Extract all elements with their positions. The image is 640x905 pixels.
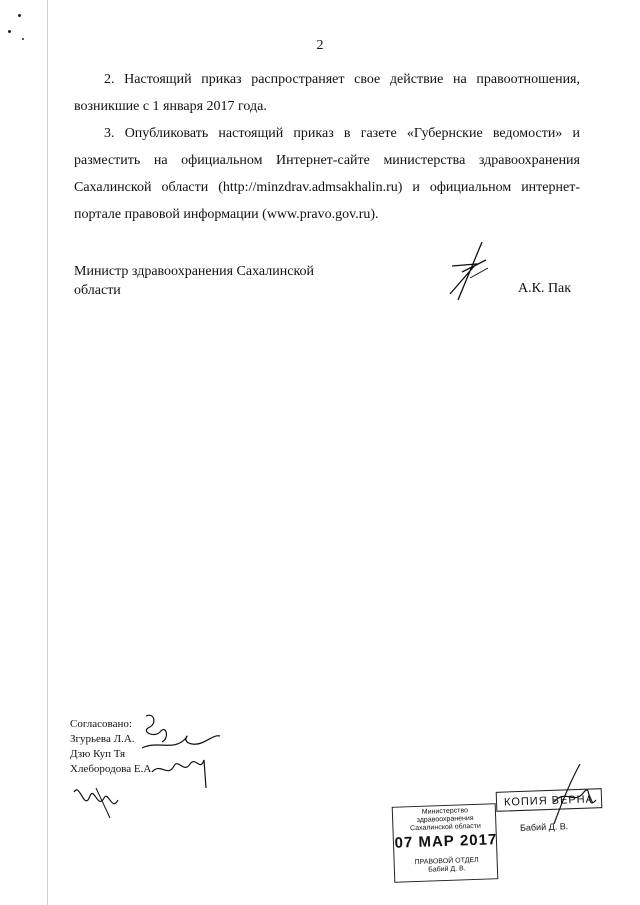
stamp-date: 07 МАР 2017 xyxy=(394,831,498,852)
approval-signatures xyxy=(140,712,230,792)
approver-name: Згурьева Л.А. xyxy=(70,733,135,745)
stamp-dept xyxy=(395,856,499,876)
stamp-dept-line: Бабий Д. В. xyxy=(428,865,466,874)
scan-speck xyxy=(8,30,11,33)
copy-certified-stamp: КОПИЯ ВЕРНА xyxy=(496,788,603,812)
signatory-title-line: Министр здравоохранения Сахалинской xyxy=(74,264,315,279)
approver-name: Дзю Куп Тя xyxy=(70,748,126,760)
signatory-title-line: области xyxy=(74,283,121,298)
page-number: 2 xyxy=(316,38,324,53)
stamp-dept-line: ПРАВОВОЙ ОТДЕЛ xyxy=(414,856,479,867)
stamp-org-line: Министерство здравоохранения xyxy=(416,807,474,824)
scan-edge-line xyxy=(47,0,48,905)
signatory-title xyxy=(74,262,374,300)
signatory-name: А.К. Пак xyxy=(518,281,572,296)
stamp-org xyxy=(393,806,498,834)
scan-speck xyxy=(18,14,21,17)
paragraph-2: 2. Настоящий приказ распространяет свое действие на правоотношения, возникшие с 1 января 2017 года. xyxy=(74,72,580,114)
registration-stamp xyxy=(392,803,499,883)
minister-signature xyxy=(440,238,500,308)
approver-name: Хлебородова Е.А. xyxy=(70,763,155,775)
stamp-org-line: Сахалинской области xyxy=(409,822,481,833)
approvals-heading: Согласовано: xyxy=(70,718,132,730)
paragraph-3: 3. Опубликовать настоящий приказ в газете «Губернские ведомости» и разместить на официальном Интернет-сайте министерства здравоохранения Сахалинской области (http://minzdrav.admsakhalin.ru) и официальном интернет-портале правовой информации (www.pravo.gov.ru). xyxy=(74,126,580,222)
copy-stamp-name: Бабий Д. В. xyxy=(519,821,569,833)
initials-signature xyxy=(70,782,130,822)
copy-signature xyxy=(540,762,600,832)
